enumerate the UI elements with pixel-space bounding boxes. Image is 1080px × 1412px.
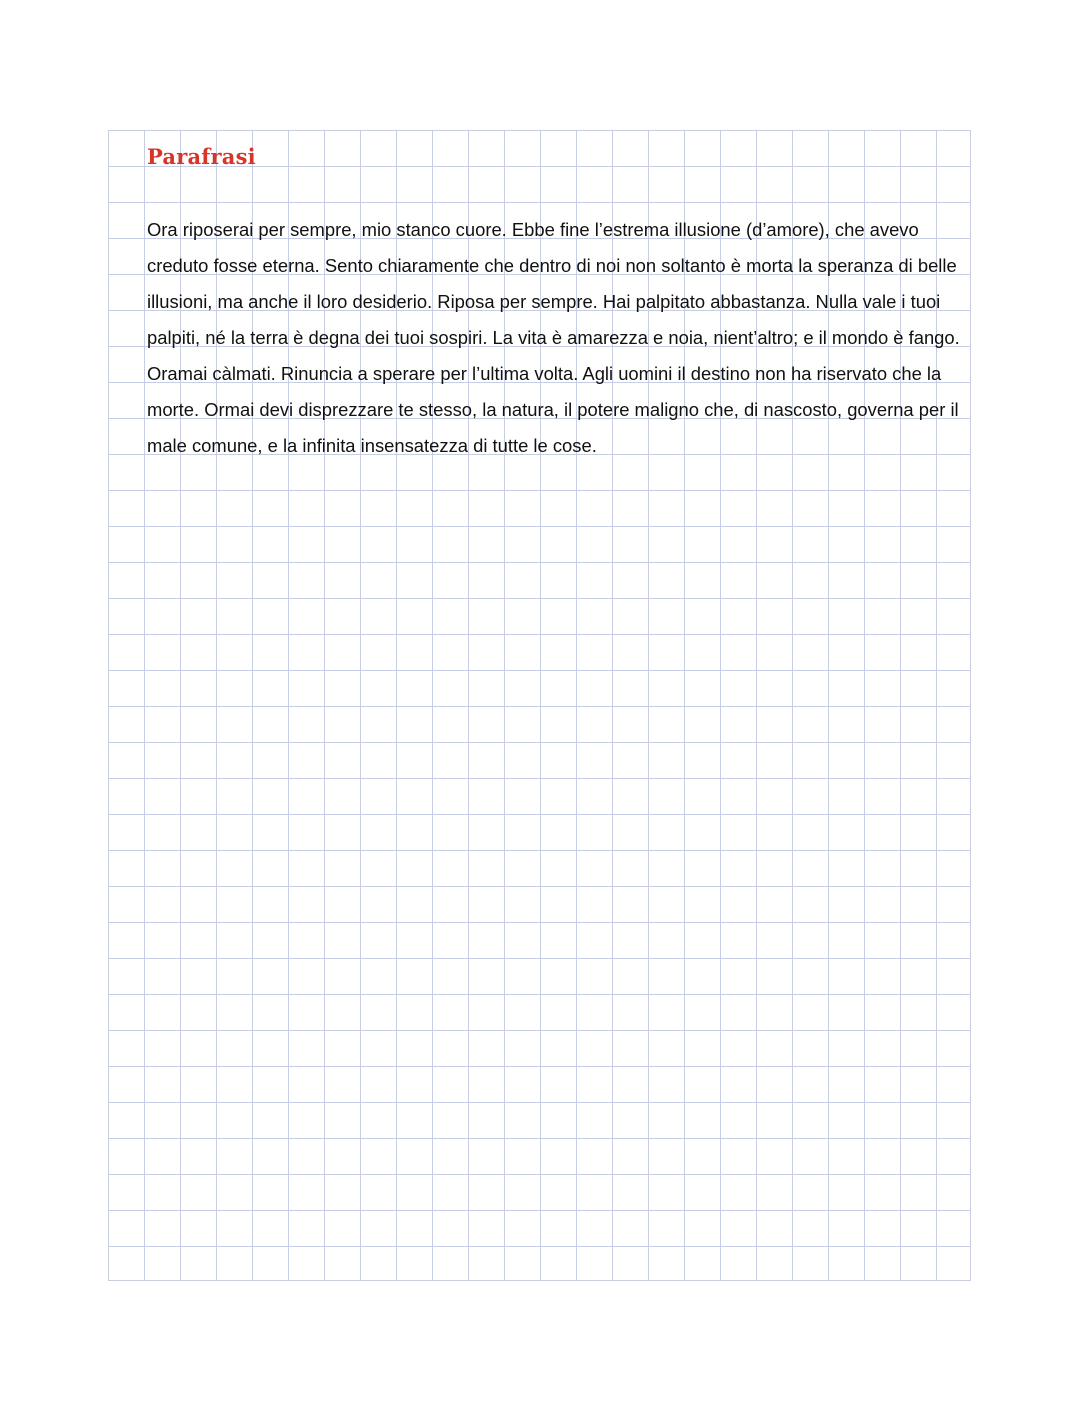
paraphrase-paragraph: Ora riposerai per sempre, mio stanco cuore. Ebbe fine l’estrema illusione (d’amore), che avevo creduto fosse eterna. Sento chiaramente che dentro di noi non soltanto è morta la speranza di belle illusioni, ma anche il loro desiderio. Riposa per sempre. Hai palpitato abbastanza. Nulla vale i tuoi palpiti, né la terra è degna dei tuoi sospiri. La vita è amarezza e noia, nient’altro; e il mondo è fango. Oramai càlmati. Rinuncia a sperare per l’ultima volta. Agli uomini il destino non ha riservato che la morte. Ormai devi disprezzare te stesso, la natura, il potere maligno che, di nascosto, governa per il male comune, e la infinita insensatezza di tutte le cose. [147,219,960,456]
section-title: Parafrasi [147,144,256,169]
